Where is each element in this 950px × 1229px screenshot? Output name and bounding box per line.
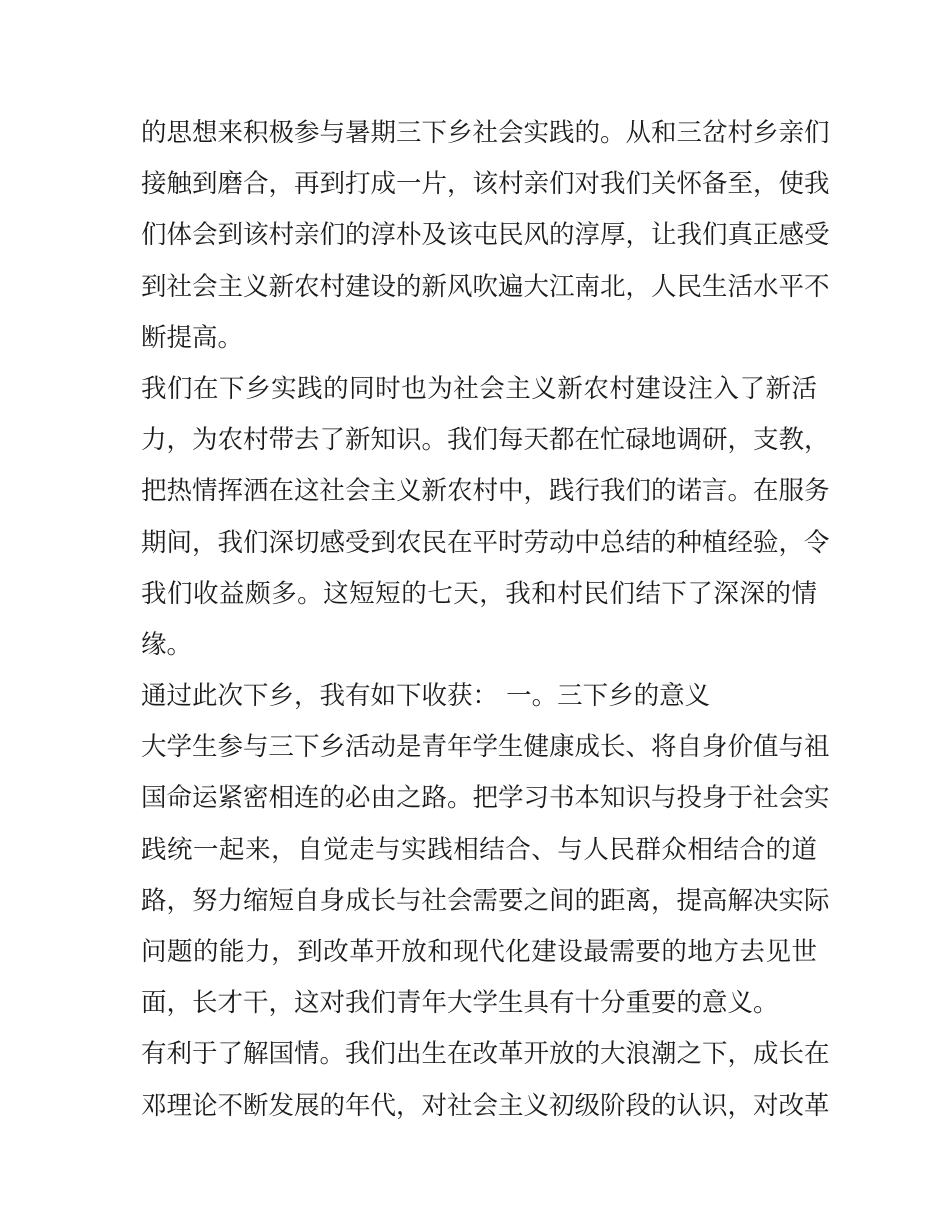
text-line-20: 邓理论不断发展的年代，对社会主义初级阶段的认识，对改革 bbox=[141, 1090, 830, 1121]
text-line-14: 国命运紧密相连的必由之路。把学习书本知识与投身于社会实 bbox=[141, 783, 830, 814]
text-line-9: 期间，我们深切感受到农民在平时劳动中总结的种植经验，令 bbox=[141, 527, 830, 558]
text-line-4: 到社会主义新农村建设的新风吹遍大江南北，人民生活水平不 bbox=[141, 271, 830, 302]
text-line-19: 有利于了解国情。我们出生在改革开放的大浪潮之下，成长在 bbox=[141, 1039, 830, 1070]
text-line-15: 践统一起来，自觉走与实践相结合、与人民群众相结合的道 bbox=[141, 834, 817, 865]
text-line-3: 们体会到该村亲们的淳朴及该屯民风的淳厚，让我们真正感受 bbox=[141, 220, 830, 251]
text-line-10: 我们收益颇多。这短短的七天，我和村民们结下了深深的情 bbox=[141, 578, 817, 609]
body-text bbox=[141, 108, 830, 1132]
text-line-13: 大学生参与三下乡活动是青年学生健康成长、将自身价值与祖 bbox=[141, 732, 830, 763]
text-line-8: 把热情挥洒在这社会主义新农村中，践行我们的诺言。在服务 bbox=[141, 476, 830, 507]
text-line-18: 面，长才干，这对我们青年大学生具有十分重要的意义。 bbox=[141, 988, 779, 1019]
text-line-1: 的思想来积极参与暑期三下乡社会实践的。从和三岔村乡亲们 bbox=[141, 118, 830, 148]
text-line-5: 断提高。 bbox=[141, 322, 244, 353]
text-line-12: 通过此次下乡，我有如下收获： 一。三下乡的意义 bbox=[141, 681, 711, 712]
text-line-6: 我们在下乡实践的同时也为社会主义新农村建设注入了新活 bbox=[141, 373, 817, 404]
text-line-7: 力，为农村带去了新知识。我们每天都在忙碌地调研，支教， bbox=[141, 425, 830, 456]
text-line-11: 缘。 bbox=[141, 629, 193, 660]
text-line-16: 路，努力缩短自身成长与社会需要之间的距离，提高解决实际 bbox=[141, 885, 830, 916]
text-line-17: 问题的能力，到改革开放和现代化建设最需要的地方去见世 bbox=[141, 937, 817, 967]
text-line-2: 接触到磨合，再到打成一片，该村亲们对我们关怀备至，使我 bbox=[141, 169, 830, 200]
